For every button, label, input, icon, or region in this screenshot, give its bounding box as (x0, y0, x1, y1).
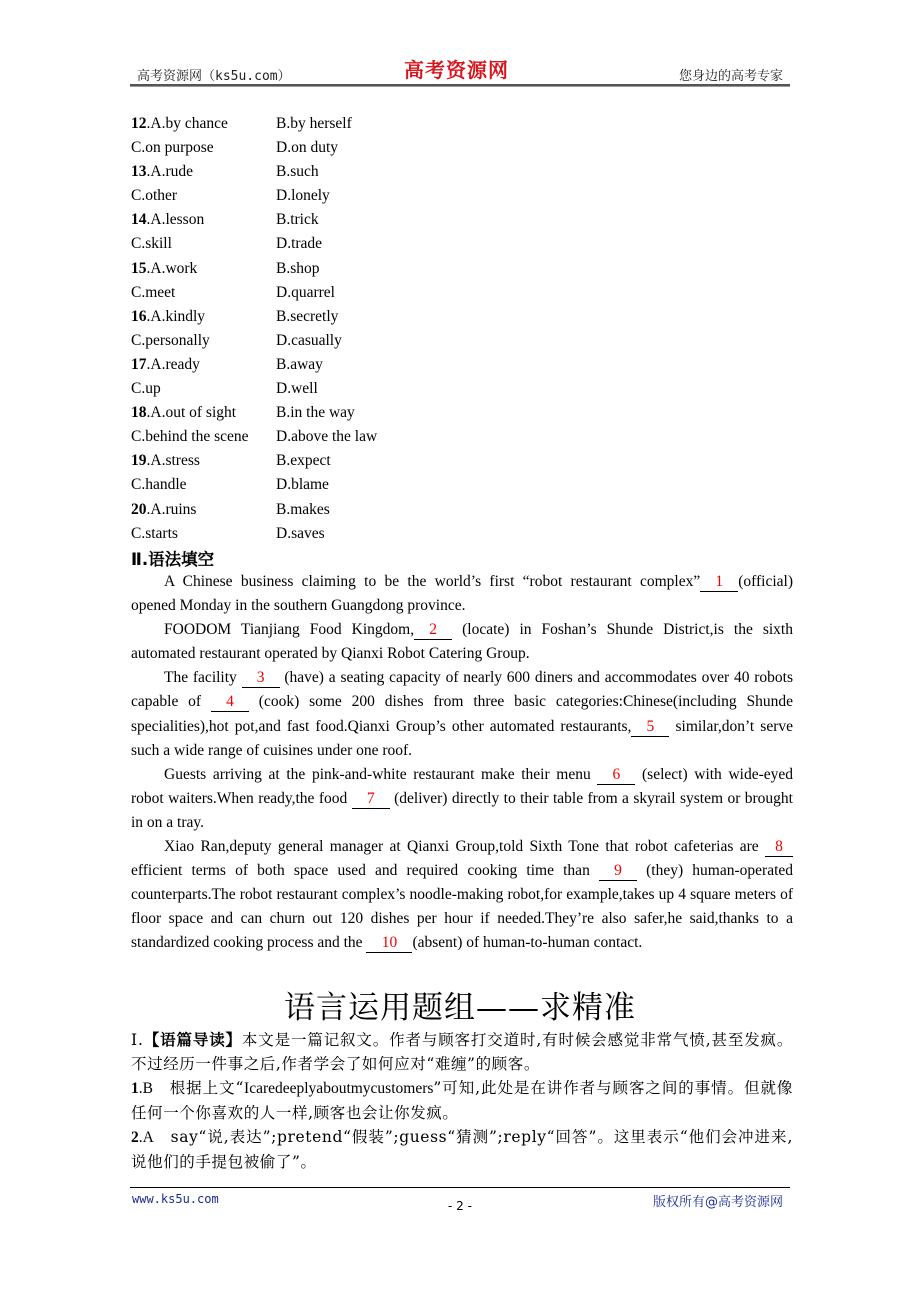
option-left: 13.A.rude (131, 163, 193, 181)
answer-blank-3: 3 (242, 669, 280, 688)
option-row (131, 523, 531, 547)
passage-paragraph: FOODOM Tianjiang Food Kingdom, 2 (locate) in Foshan’s Shunde District,is the sixth automated restaurant operated by Qianxi Robot Catering Group. (131, 621, 793, 663)
option-row (131, 209, 531, 233)
option-row (131, 426, 531, 450)
header-divider (130, 84, 790, 87)
option-row (131, 185, 531, 209)
option-row (131, 402, 531, 426)
option-left: 20.A.ruins (131, 500, 197, 518)
option-left: 12.A.by chance (131, 115, 228, 132)
option-right: D.casually (276, 331, 342, 349)
question-number: 14 (131, 211, 147, 229)
question-number: 17 (131, 355, 147, 373)
option-row (131, 330, 531, 354)
option-left: C.skill (131, 235, 172, 253)
option-right: B.by herself (276, 115, 352, 132)
question-number: 16 (131, 307, 147, 325)
option-left: C.starts (131, 524, 178, 542)
option-right: D.above the law (276, 428, 378, 446)
answer-blank-6: 6 (597, 766, 635, 785)
option-row (131, 450, 531, 474)
option-left: C.handle (131, 476, 187, 494)
footer-copyright: 版权所有@高考资源网 (652, 1195, 783, 1210)
option-right: B.in the way (276, 404, 355, 422)
option-left: 18.A.out of sight (131, 404, 237, 422)
answer-blank-7: 7 (352, 790, 390, 809)
option-right: D.trade (276, 235, 323, 253)
option-left: 19.A.stress (131, 452, 200, 470)
option-left: C.up (131, 380, 161, 398)
option-right: D.lonely (276, 187, 330, 205)
answer-blank-2: 2 (414, 621, 452, 640)
answer-blank-10: 10 (366, 934, 412, 953)
footer-site-link[interactable]: www.ks5u.com (132, 1192, 219, 1206)
option-left: C.personally (131, 331, 210, 349)
option-row (131, 161, 531, 185)
passage-paragraph: Guests arriving at the pink-and-white restaurant make their menu 6 (select) with wide-eyed robot waiters.When ready,the food 7 (deliver) directly to their table from a skyrail system or brought in on a tray. (131, 765, 793, 831)
question-number: 13 (131, 163, 147, 181)
header-site-name: 高考资源网（ks5u.com） (137, 69, 291, 84)
option-left: C.other (131, 187, 178, 205)
passage-paragraph: Xiao Ran,deputy general manager at Qianxi Group,told Sixth Tone that robot cafeterias are 8 efficient terms of both space used and required cooking time than 9 (they) human-operated counterparts.The robot restaurant complex’s noodle-making robot,for example,takes up 4 square meters of floor space and can churn out 120 dishes per hour if needed.They’re also safer,he said,thanks to a standardized cooking process and the 10 (absent) of human-to-human contact. (131, 838, 794, 952)
option-right: B.such (276, 163, 319, 181)
answer-blank-4: 4 (211, 693, 249, 712)
option-right: B.trick (276, 211, 319, 229)
option-right: D.blame (276, 476, 329, 494)
grammar-passage (131, 570, 793, 956)
footer-divider (130, 1187, 790, 1188)
option-left: 17.A.ready (131, 355, 200, 373)
question-number: 15 (131, 259, 147, 277)
option-row (131, 282, 531, 306)
option-row (131, 258, 531, 282)
question-number: 12 (131, 115, 147, 132)
option-left: 16.A.kindly (131, 307, 206, 325)
option-row (131, 474, 531, 498)
header-slogan: 您身边的高考专家 (678, 69, 783, 84)
section-heading: 语言运用题组——求精准 (284, 990, 636, 1026)
option-row (131, 113, 531, 137)
option-row (131, 499, 531, 523)
option-row (131, 233, 531, 257)
option-right: B.away (276, 355, 323, 373)
page-number: - 2 - (448, 1199, 472, 1213)
option-left: C.meet (131, 283, 176, 301)
question-number: 19 (131, 452, 147, 470)
option-right: D.well (276, 380, 318, 398)
option-right: B.expect (276, 452, 331, 470)
choice-options-list (131, 113, 531, 547)
option-right: B.makes (276, 500, 330, 518)
question-number: 20 (131, 500, 147, 518)
option-left: 15.A.work (131, 259, 198, 277)
passage-paragraph: The facility 3 (have) a seating capacity of nearly 600 diners and accommodates over 40 robots capable of 4 (cook) some 200 dishes from three basic categories:Chinese(including Shunde specialities),hot pot,and fast food.Qianxi Group’s other automated restaurants, 5 similar,don’t serve such a wide range of cuisines under one roof. (131, 669, 793, 759)
option-left: C.on purpose (131, 139, 214, 157)
option-right: D.saves (276, 524, 325, 542)
option-right: B.shop (276, 259, 320, 277)
header-logo: 高考资源网 (404, 58, 509, 82)
answer-blank-1: 1 (700, 573, 738, 592)
option-row (131, 306, 531, 330)
passage-paragraph: A Chinese business claiming to be the world’s first “robot restaurant complex” 1 (official) opened Monday in the southern Guangdong province. (131, 573, 793, 615)
option-left: C.behind the scene (131, 428, 249, 446)
answer-blank-8: 8 (765, 838, 793, 857)
reading-guide: Ⅰ.【语篇导读】本文是一篇记叙文。作者与顾客打交道时,有时候会感觉非常气愤,甚至发疯。不过经历一件事之后,作者学会了如何应对“难缠”的顾客。 (131, 1031, 794, 1073)
option-left: 14.A.lesson (131, 211, 205, 229)
option-right: D.quarrel (276, 283, 335, 301)
answer-blank-9: 9 (599, 862, 637, 881)
answer-item-2: 2.A say“说,表达”;pretend“假装”;guess“猜测”;reply“回答”。这里表示“他们会冲进来,说他们的手提包被偷了”。 (131, 1128, 793, 1171)
answer-blank-5: 5 (631, 718, 669, 737)
option-row (131, 137, 531, 161)
option-row (131, 378, 531, 402)
answer-item-1: 1.B 根据上文“Icaredeeplyaboutmycustomers”可知,此处是在讲作者与顾客之间的事情。但就像任何一个你喜欢的人一样,顾客也会让你发疯。 (131, 1079, 793, 1122)
option-right: D.on duty (276, 139, 338, 157)
option-row (131, 354, 531, 378)
section-title-grammar: Ⅱ.语法填空 (131, 550, 215, 569)
answer-explanations (131, 1028, 793, 1174)
option-right: B.secretly (276, 307, 339, 325)
question-number: 18 (131, 404, 147, 422)
